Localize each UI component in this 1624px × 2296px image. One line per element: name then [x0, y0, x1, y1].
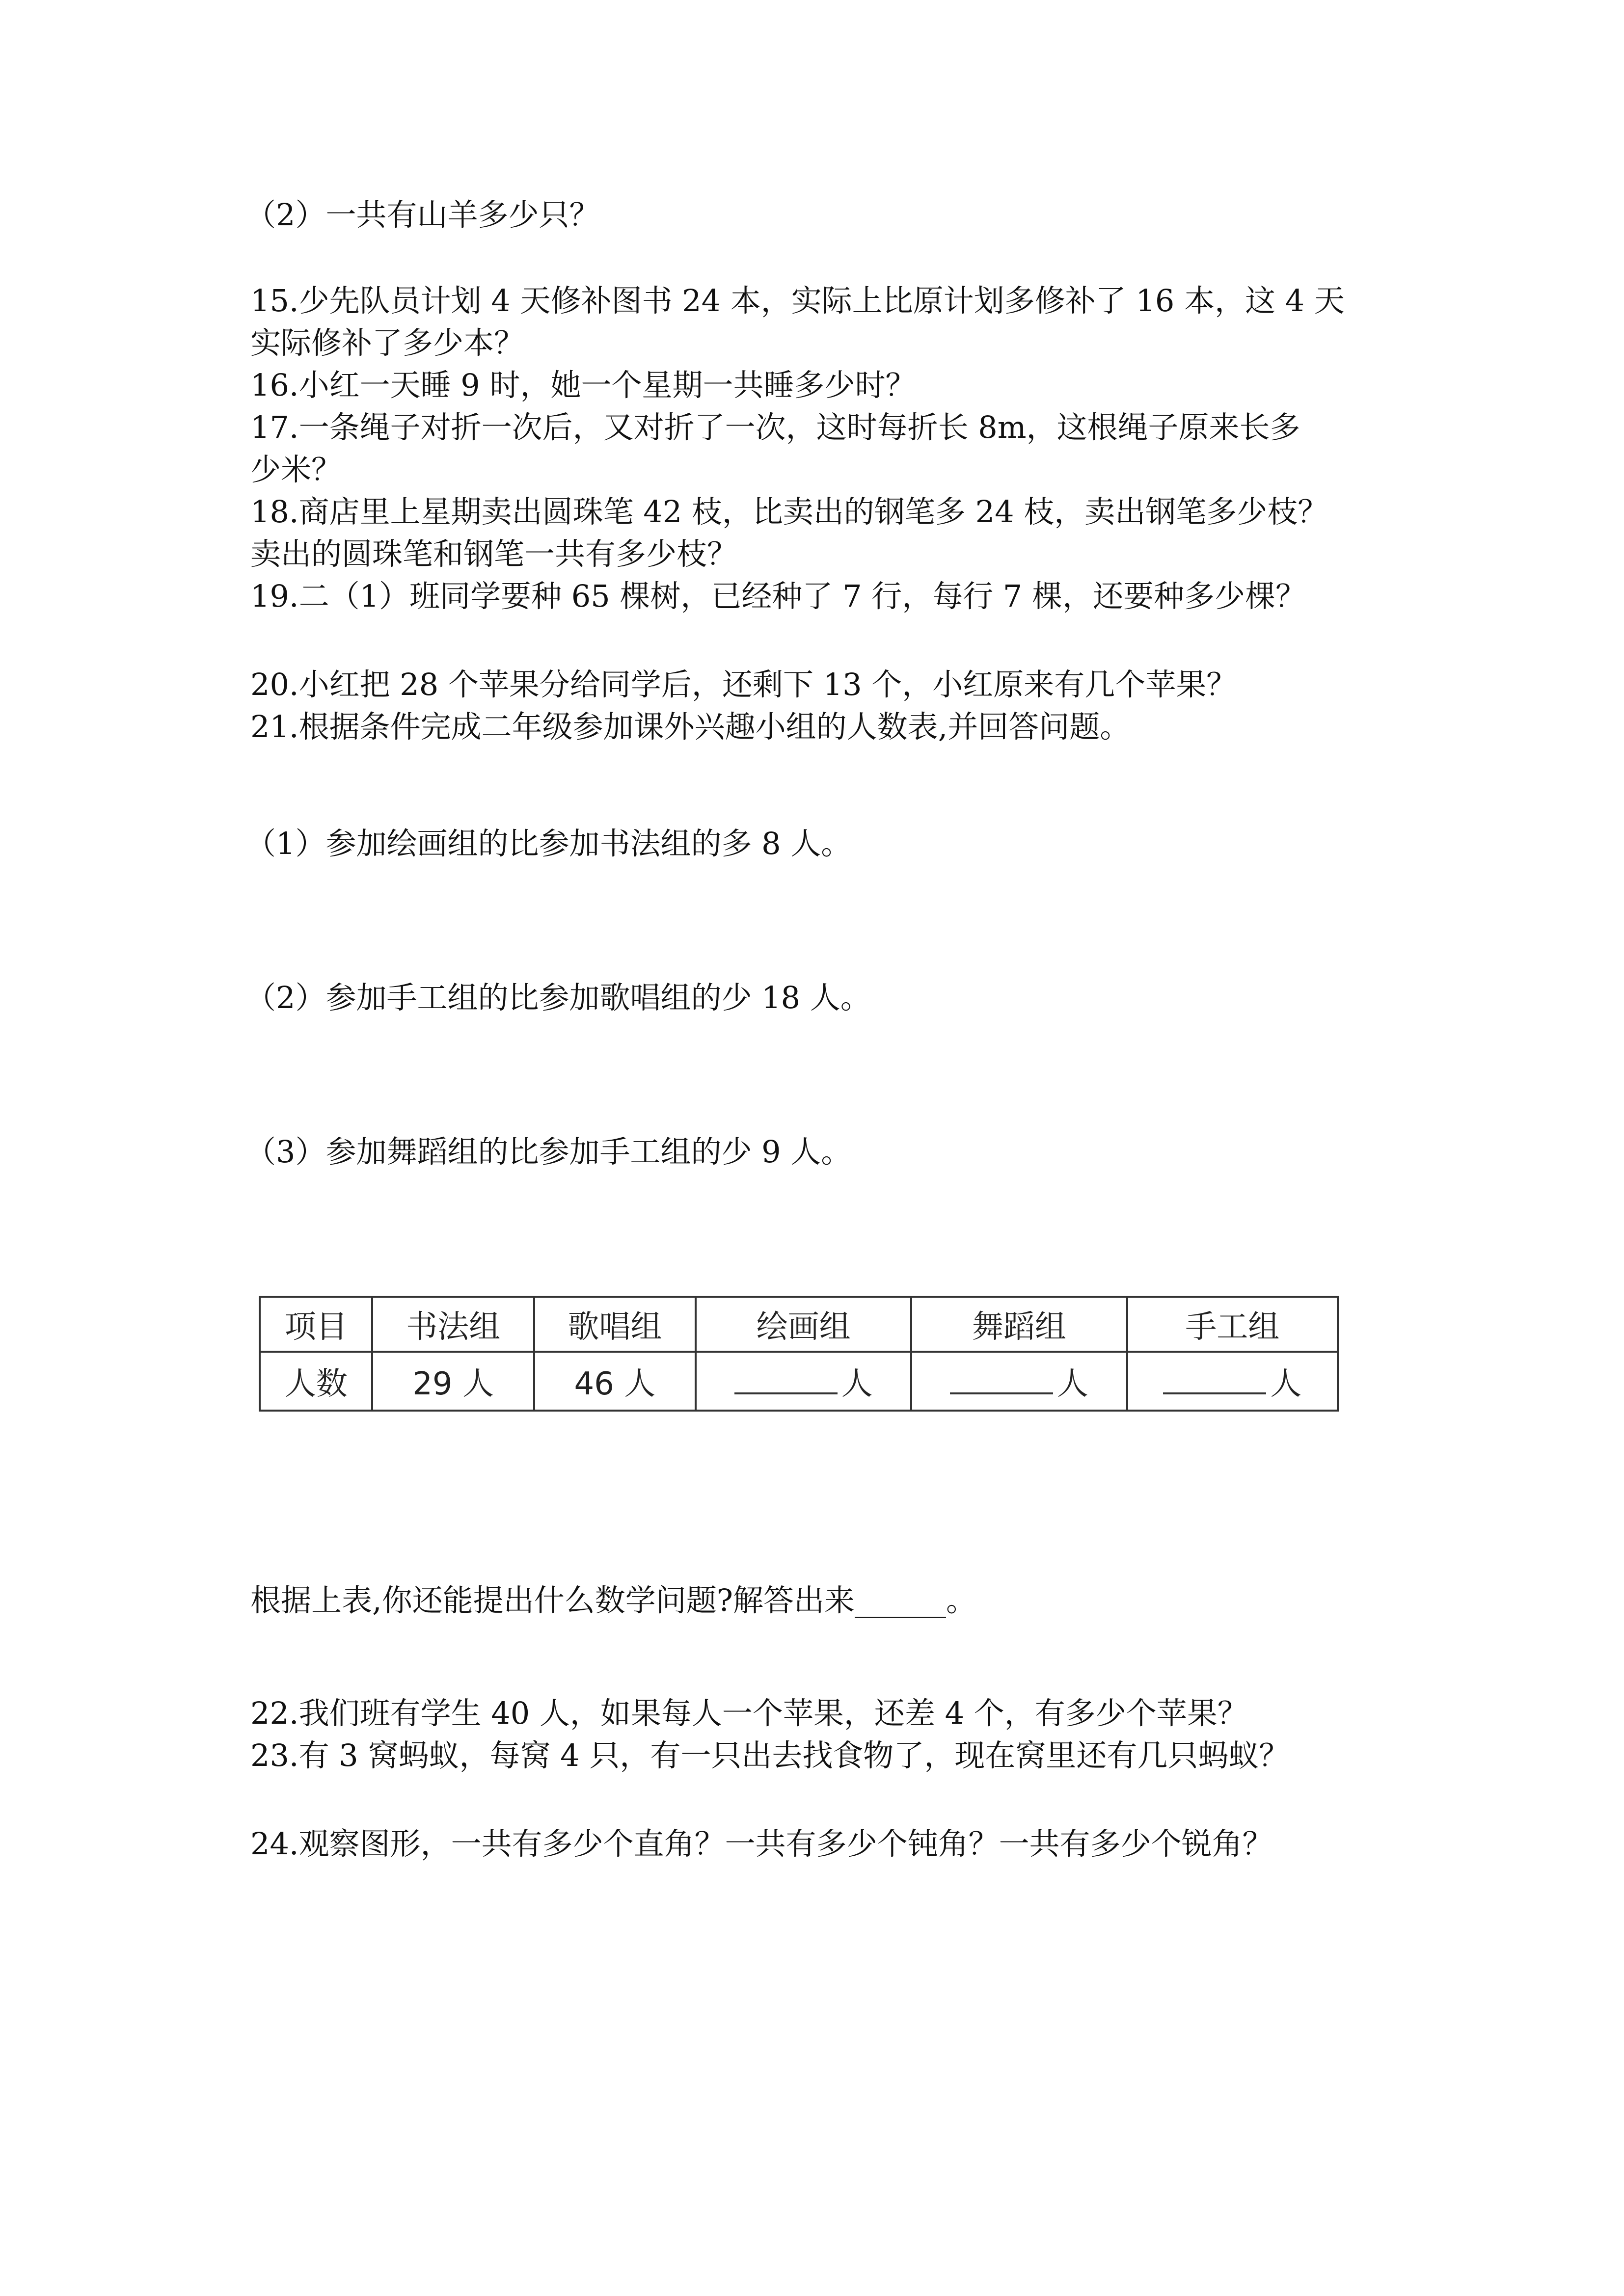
- question-17-line-1: 17.一条绳子对折一次后，又对折了一次，这时每折长 8m，这根绳子原来长多: [250, 409, 1300, 445]
- condition-1: （1）参加绘画组的比参加书法组的多 8 人。: [245, 826, 852, 861]
- answer-blank[interactable]: [950, 1366, 1053, 1394]
- row-label-count: 人数: [260, 1352, 372, 1411]
- condition-3: （3）参加舞蹈组的比参加手工组的少 9 人。: [245, 1134, 852, 1170]
- answer-blank[interactable]: [1163, 1366, 1266, 1394]
- question-24: 24.观察图形，一共有多少个直角？一共有多少个钝角？一共有多少个锐角？: [250, 1826, 1273, 1862]
- question-22: 22.我们班有学生 40 人，如果每人一个苹果，还差 4 个，有多少个苹果？: [250, 1695, 1248, 1731]
- question-15-line-2: 实际修补了多少本？: [250, 325, 525, 361]
- question-17-line-2: 少米？: [250, 452, 342, 487]
- unit-label: 人: [1056, 1366, 1088, 1402]
- header-dance: 舞蹈组: [911, 1297, 1127, 1352]
- cell-dance-count: [911, 1352, 1127, 1411]
- answer-blank[interactable]: [734, 1366, 838, 1394]
- unit-label: 人: [841, 1366, 873, 1402]
- cell-handcraft-count: [1127, 1352, 1338, 1411]
- header-item: 项目: [260, 1297, 372, 1352]
- header-calligraphy: 书法组: [372, 1297, 534, 1352]
- header-painting: 绘画组: [696, 1297, 911, 1352]
- unit-label: 人: [1270, 1366, 1302, 1402]
- header-handcraft: 手工组: [1127, 1297, 1338, 1352]
- question-21: 21.根据条件完成二年级参加课外兴趣小组的人数表,并回答问题。: [250, 709, 1131, 745]
- question-14-part-2: （2）一共有山羊多少只？: [245, 197, 600, 233]
- table-header-row: [260, 1297, 1338, 1352]
- question-15-line-1: 15.少先队员计划 4 天修补图书 24 本，实际上比原计划多修补了 16 本，这 4 天: [250, 283, 1345, 319]
- extra-question-prompt: 根据上表,你还能提出什么数学问题?解答出来______。: [250, 1582, 976, 1618]
- question-18-line-1: 18.商店里上星期卖出圆珠笔 42 枝，比卖出的钢笔多 24 枝，卖出钢笔多少枝？: [250, 494, 1328, 530]
- interest-group-table: [259, 1296, 1339, 1412]
- cell-painting-count: [696, 1352, 911, 1411]
- table-row-count: [260, 1352, 1338, 1411]
- condition-2: （2）参加手工组的比参加歌唱组的少 18 人。: [245, 980, 871, 1015]
- question-20: 20.小红把 28 个苹果分给同学后，还剩下 13 个，小红原来有几个苹果？: [250, 667, 1237, 702]
- question-18-line-2: 卖出的圆珠笔和钢笔一共有多少枝？: [250, 536, 738, 572]
- question-23: 23.有 3 窝蚂蚁，每窝 4 只，有一只出去找食物了，现在窝里还有几只蚂蚁？: [250, 1737, 1290, 1773]
- question-16: 16.小红一天睡 9 时，她一个星期一共睡多少时？: [250, 367, 916, 403]
- cell-singing-count: 46 人: [534, 1352, 696, 1411]
- cell-calligraphy-count: 29 人: [372, 1352, 534, 1411]
- question-19: 19.二（1）班同学要种 65 棵树，已经种了 7 行，每行 7 棵，还要种多少棵？: [250, 578, 1306, 614]
- header-singing: 歌唱组: [534, 1297, 696, 1352]
